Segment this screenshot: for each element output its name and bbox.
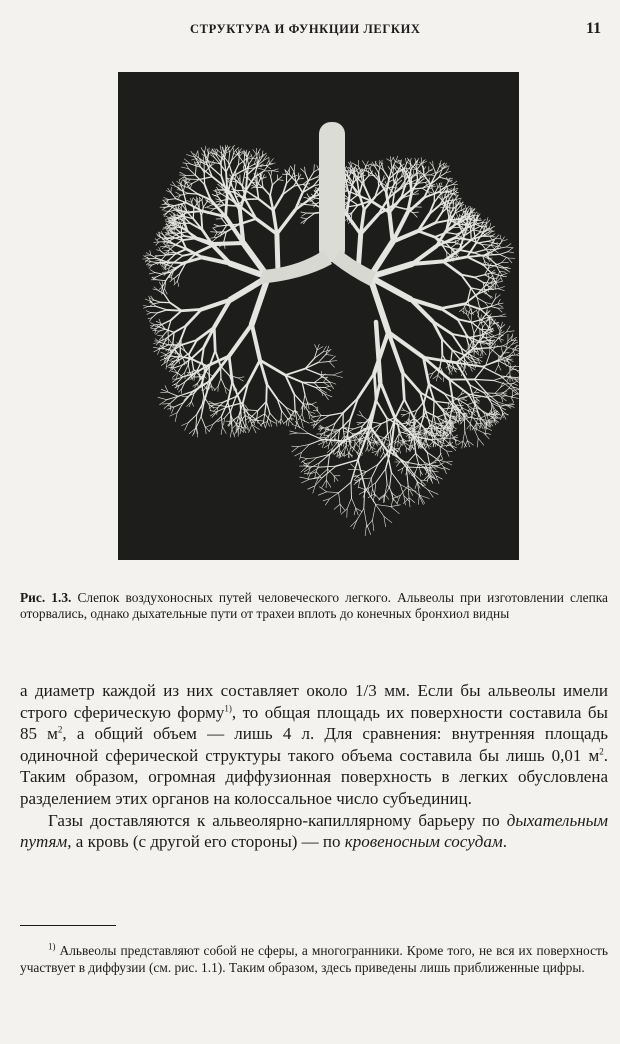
airway-branch <box>231 417 232 429</box>
airway-branch <box>403 372 405 399</box>
paragraph-2-part-a: Газы доставляются к альвеолярно-капиллярному барьеру по <box>48 810 507 830</box>
airway-branch <box>368 170 369 176</box>
airway-branch <box>201 217 202 230</box>
main-text <box>20 680 608 853</box>
paragraph-1-part-b: , то общая площадь их поверхности составила бы 85 м <box>20 702 608 744</box>
superscript-m2-a: 2 <box>57 724 63 735</box>
airway-branch <box>417 170 418 181</box>
airway-branch <box>214 327 215 350</box>
airway-branch <box>216 243 244 244</box>
footnote-divider <box>20 925 116 926</box>
airway-branch <box>266 384 267 402</box>
airway-branch <box>182 309 202 310</box>
paragraph-1-part-a: а диаметр каждой из них составляет около 1/3 мм. Если бы альвеолы имели строго сферическую форму <box>20 681 608 722</box>
paragraph-1-part-d: . Таким образом, огромная диффузионная поверхность в легких обусловлена разделением этих органов на колоссальное число субъединиц. <box>20 745 608 808</box>
airway-branch <box>482 327 483 338</box>
figure-label: Рис. 1.3. <box>20 590 72 605</box>
superscript-m2-b: 2 <box>599 746 604 757</box>
running-title: СТРУКТУРА И ФУНКЦИИ ЛЕГКИХ <box>190 22 421 36</box>
paragraph-2 <box>20 810 608 853</box>
paragraph-2-part-b: , а кровь (с другой его стороны) — по <box>67 832 345 852</box>
page-header <box>0 18 620 42</box>
airway-branch <box>425 428 436 429</box>
airway-branch <box>412 261 443 264</box>
airway-branch <box>168 262 183 263</box>
paragraph-1 <box>20 680 608 810</box>
footnote-marker: 1) <box>48 941 56 952</box>
airway-branch <box>237 190 246 191</box>
airway-branch <box>169 252 175 253</box>
airway-branch <box>303 404 311 405</box>
airway-branch <box>464 417 465 431</box>
paragraph-2-part-c: . <box>502 832 507 852</box>
airway-branch <box>413 212 419 213</box>
airway-branch <box>434 401 435 414</box>
bronchial-cast-image <box>118 72 519 560</box>
airway-branch <box>369 175 375 176</box>
airway-branch <box>378 178 379 187</box>
trachea-shape <box>319 122 345 262</box>
paragraph-1-part-c: , а общий объем — лишь 4 л. Для сравнения: внутренняя площадь одиночной сферической структуры такого объема составила бы лишь 0,01 м <box>20 724 608 765</box>
blood-vessels-term: кровеносным сосудам <box>344 832 503 852</box>
footnote <box>20 943 608 976</box>
airway-branch <box>486 254 500 255</box>
airway-branch <box>227 224 239 225</box>
figure-caption <box>20 590 608 622</box>
page-number: 11 <box>586 20 602 37</box>
airway-branch <box>159 242 166 243</box>
airway-branch <box>351 482 352 498</box>
figure-caption-text: Слепок воздухоносных путей человеческого легкого. Альвеолы при изготовлении слепка оторвались, однако дыхательные пути от трахеи вплоть до конечных бронхиол видны <box>20 590 608 621</box>
footnote-ref: 1) <box>224 702 232 713</box>
bronchial-tree-photo <box>118 72 519 560</box>
airway-branch <box>294 394 295 410</box>
airway-branch <box>314 165 315 172</box>
airways-term: дыхательным путям <box>20 810 608 852</box>
airway-branch <box>282 174 289 175</box>
airway-branch <box>471 228 472 240</box>
airway-branch <box>277 234 278 272</box>
footnote-text: Альвеолы представляют собой не сферы, а многогранники. Кроме того, не вся их поверхность участвует в диффузии (см. рис. 1.1). Таким образом, здесь приведены лишь приближенные цифры. <box>20 943 608 975</box>
